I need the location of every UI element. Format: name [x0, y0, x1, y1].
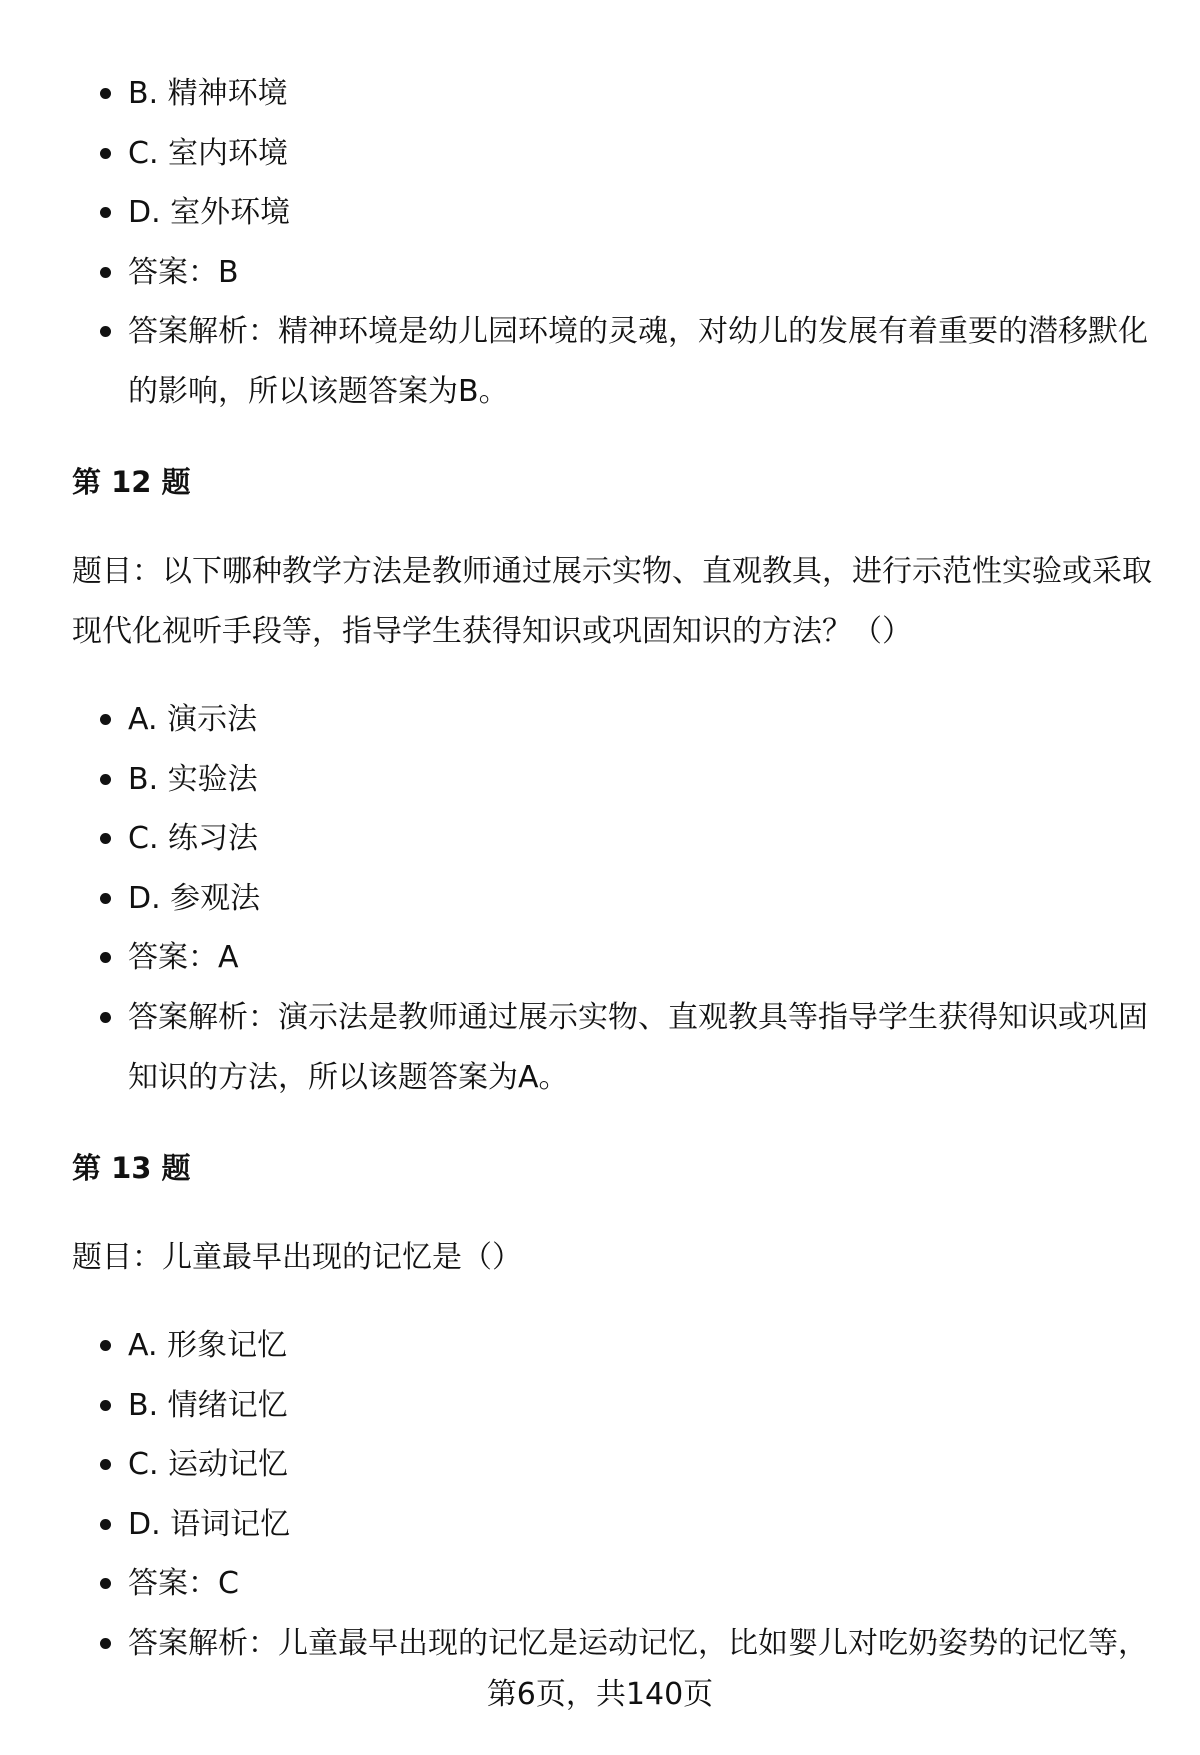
answer-explanation: 答案解析：儿童最早出现的记忆是运动记忆，比如婴儿对吃奶姿势的记忆等，	[72, 1614, 1152, 1674]
question-text: 题目：儿童最早出现的记忆是（）	[72, 1240, 522, 1275]
option-a: A. 形象记忆	[72, 1316, 1152, 1376]
question-11-continuation	[72, 64, 1152, 422]
question-12-text-block	[72, 542, 1152, 662]
question-13-options-block	[72, 1316, 1152, 1673]
option-b: B. 精神环境	[72, 64, 1152, 124]
option-b: B. 情绪记忆	[72, 1376, 1152, 1436]
question-heading: 第 12 题	[72, 465, 191, 499]
option-d: D. 参观法	[72, 869, 1152, 929]
option-list	[72, 64, 1152, 422]
option-a: A. 演示法	[72, 690, 1152, 750]
page-footer: 第6页，共140页	[486, 1677, 714, 1712]
answer: 答案：A	[72, 928, 1152, 988]
answer: 答案：C	[72, 1554, 1152, 1614]
option-b: B. 实验法	[72, 750, 1152, 810]
option-c: C. 练习法	[72, 809, 1152, 869]
question-13-heading-block	[72, 1148, 1152, 1188]
question-heading: 第 13 题	[72, 1151, 191, 1185]
option-d: D. 语词记忆	[72, 1495, 1152, 1555]
option-list	[72, 1316, 1152, 1673]
question-12-heading-block	[72, 462, 1152, 502]
option-list	[72, 690, 1152, 1108]
option-c: C. 室内环境	[72, 124, 1152, 184]
answer-explanation: 答案解析：精神环境是幼儿园环境的灵魂，对幼儿的发展有着重要的潜移默化的影响，所以该题答案为B。	[72, 302, 1152, 422]
answer-explanation: 答案解析：演示法是教师通过展示实物、直观教具等指导学生获得知识或巩固知识的方法，所以该题答案为A。	[72, 988, 1152, 1108]
question-12-options-block	[72, 690, 1152, 1108]
option-c: C. 运动记忆	[72, 1435, 1152, 1495]
question-text: 题目：以下哪种教学方法是教师通过展示实物、直观教具，进行示范性实验或采取现代化视听手段等，指导学生获得知识或巩固知识的方法？（）	[72, 554, 1152, 649]
question-13-text-block	[72, 1228, 1152, 1288]
answer: 答案：B	[72, 243, 1152, 303]
option-d: D. 室外环境	[72, 183, 1152, 243]
